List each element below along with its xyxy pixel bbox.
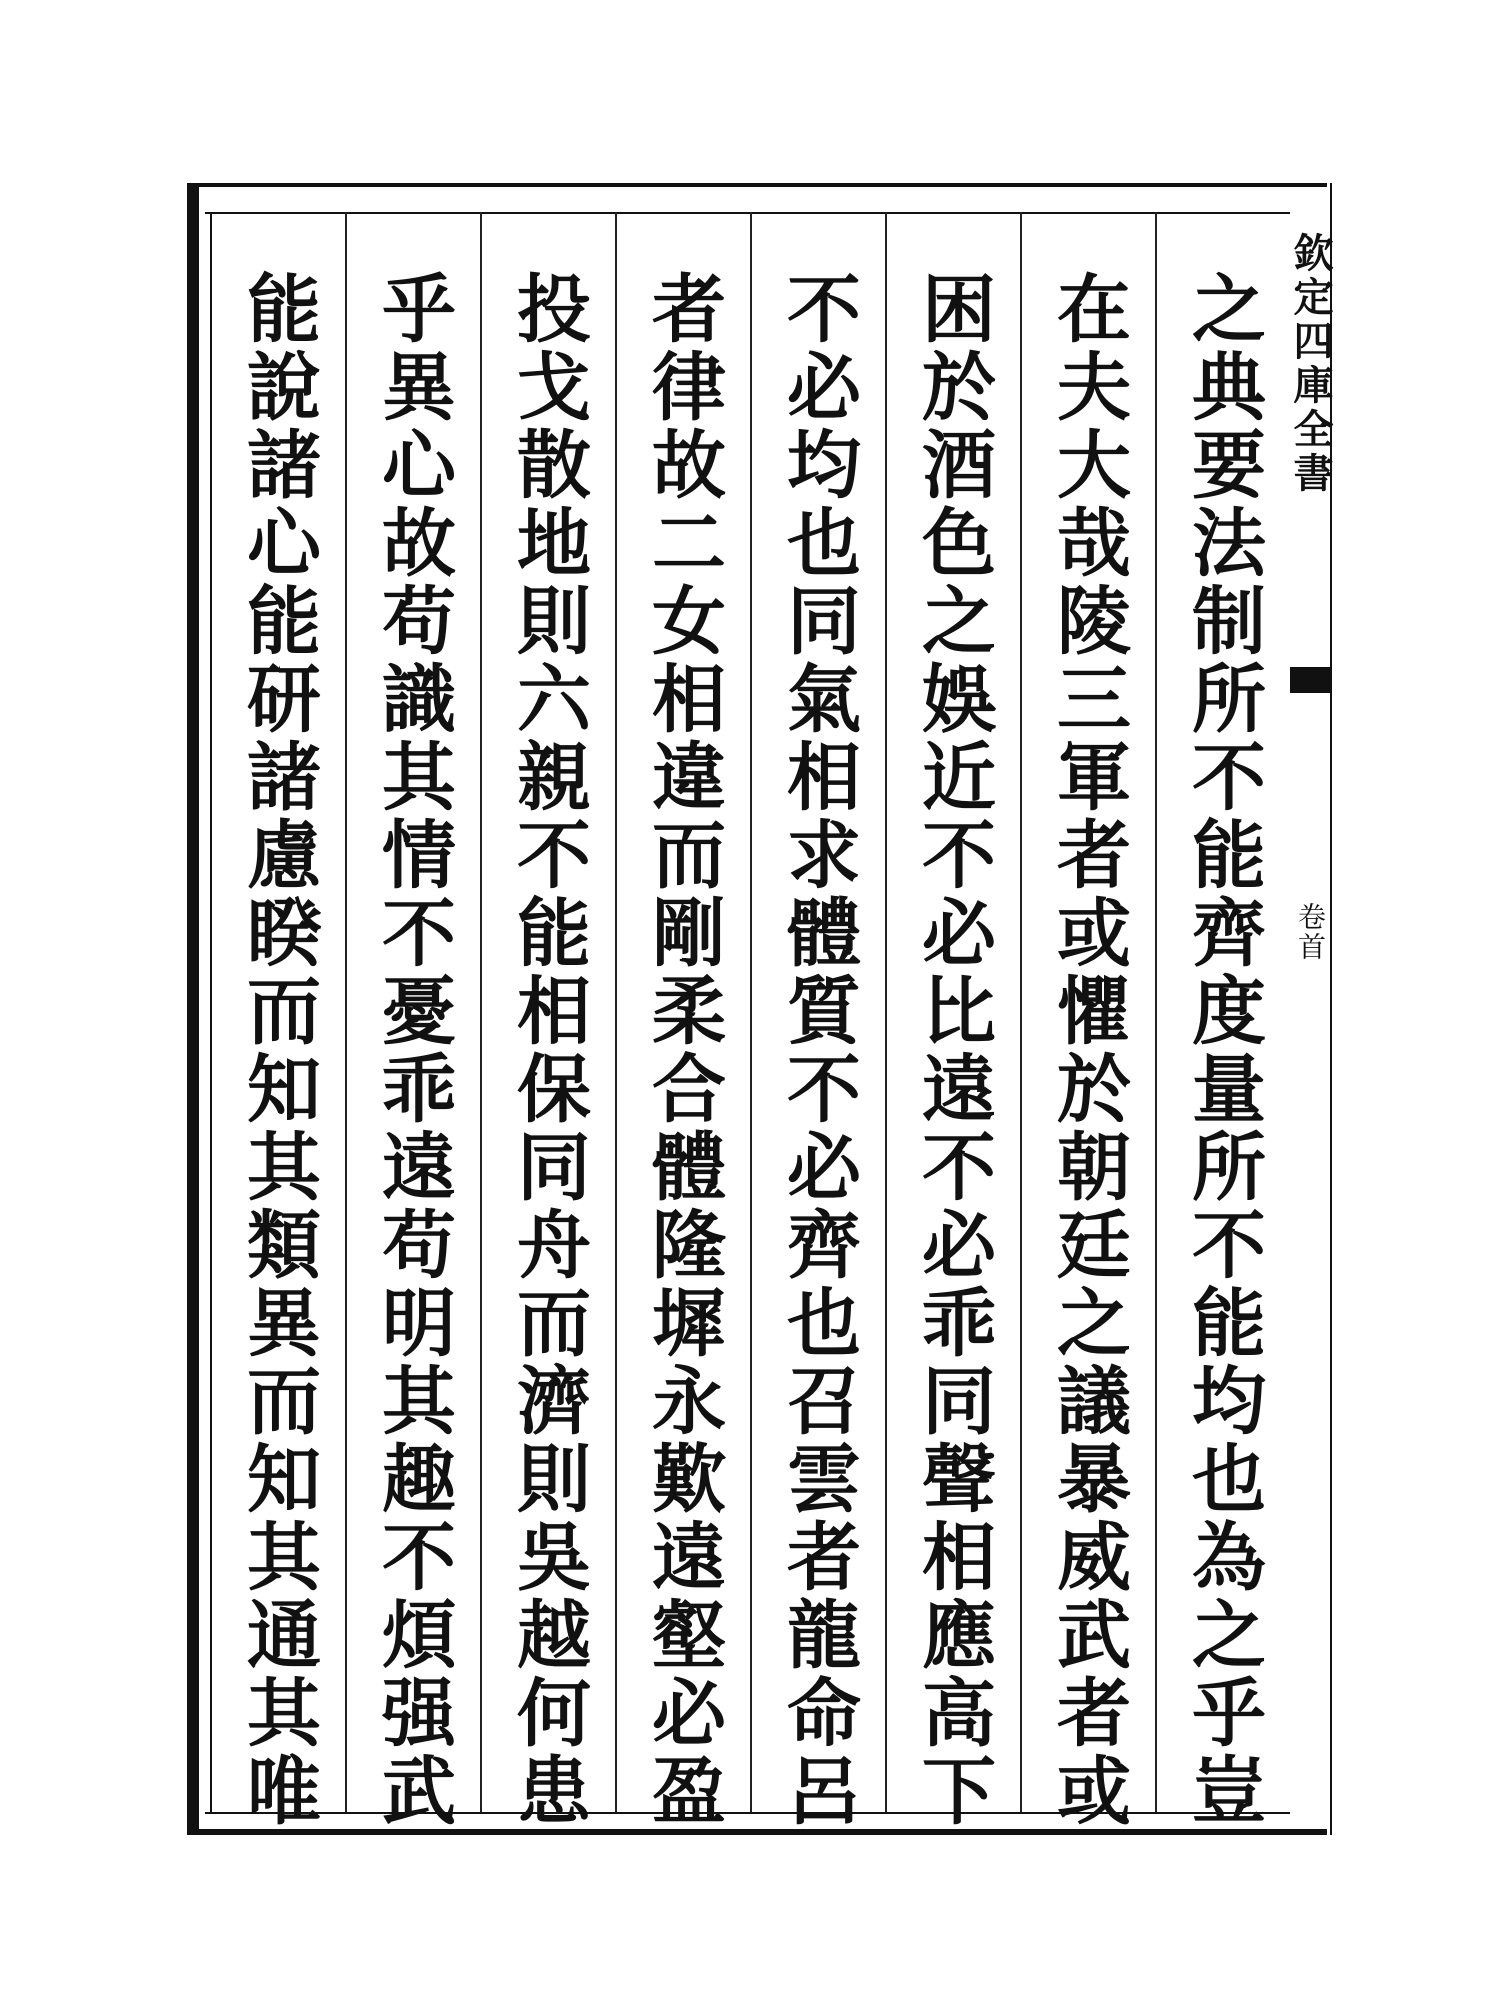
inner-rule-left [210, 212, 212, 1812]
fish-tail-mark [1290, 667, 1330, 693]
column-divider [480, 212, 482, 1812]
column-divider [1020, 212, 1022, 1812]
column-divider [345, 212, 347, 1812]
text-column-1: 之典要法制所不能齊度量所不能均也為之乎豈 [1180, 270, 1266, 1830]
text-column-6: 投戈散地則六親不能相保同舟而濟則吳越何患 [505, 270, 591, 1830]
inner-rule-top [205, 212, 1290, 214]
column-divider [750, 212, 752, 1812]
margin-column [1287, 212, 1334, 1812]
column-divider [615, 212, 617, 1812]
text-column-5: 者律故二女相違而剛柔合體隆墀永歎遠壑必盈 [640, 270, 726, 1830]
text-column-7: 乎異心故苟識其情不憂乖遠苟明其趣不煩强武 [370, 270, 456, 1830]
text-column-4: 不必均也同氣相求體質不必齊也召雲者龍命呂 [775, 270, 861, 1830]
text-column-3: 困於酒色之娛近不必比遠不必乖同聲相應高下 [910, 270, 996, 1830]
text-column-8: 能說諸心能研諸慮睽而知其類異而知其通其唯 [235, 270, 321, 1830]
book-title: 欽定四庫全書 [1287, 232, 1334, 496]
column-divider [1155, 212, 1157, 1812]
volume-label: 卷首 [1294, 902, 1327, 962]
text-column-2: 在夫大哉陵三軍者或懼於朝廷之議暴威武者或 [1045, 270, 1131, 1830]
column-divider [885, 212, 887, 1812]
